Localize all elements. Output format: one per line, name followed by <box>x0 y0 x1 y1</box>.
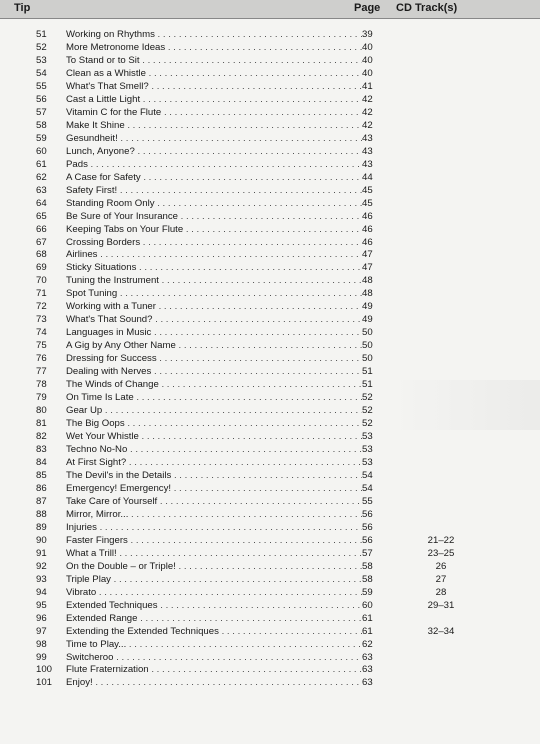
tip-number: 52 <box>36 41 47 53</box>
toc-row <box>0 237 540 250</box>
toc-row <box>0 664 540 677</box>
toc-row <box>0 340 540 353</box>
toc-row <box>0 626 540 639</box>
toc-row <box>0 29 540 42</box>
tip-number: 53 <box>36 54 47 66</box>
tip-number: 62 <box>36 171 47 183</box>
toc-row <box>0 379 540 392</box>
toc-row <box>0 301 540 314</box>
tip-title: Languages in Music . . . <box>66 327 362 340</box>
tip-title: Time to Play... . . . <box>66 639 362 652</box>
page-number: 53 <box>362 431 373 443</box>
tip-title: The Winds of Change . . . <box>66 379 362 392</box>
toc-row <box>0 405 540 418</box>
tip-number: 87 <box>36 495 47 507</box>
tip-title: What's That Sound? . . . <box>66 314 362 327</box>
tip-title: Emergency! Emergency! . . . <box>66 483 362 496</box>
page-number: 56 <box>362 521 373 533</box>
tip-title: Wet Your Whistle . . . <box>66 431 362 444</box>
toc-row <box>0 94 540 107</box>
tip-column-header: Tip <box>14 2 31 14</box>
page-number: 56 <box>362 534 373 546</box>
page-number: 43 <box>362 132 373 144</box>
tip-title: Keeping Tabs on Your Flute . . . <box>66 224 362 237</box>
tip-number: 84 <box>36 456 47 468</box>
tip-title: Extended Range . . . <box>66 613 362 626</box>
tip-number: 96 <box>36 612 47 624</box>
tip-number: 61 <box>36 158 47 170</box>
toc-row <box>0 677 540 690</box>
tip-title: Clean as a Whistle . . . <box>66 68 362 81</box>
toc-row <box>0 392 540 405</box>
page-number: 63 <box>362 677 373 689</box>
toc-row <box>0 639 540 652</box>
tip-number: 67 <box>36 236 47 248</box>
tip-title: The Big Oops . . . <box>66 418 362 431</box>
tip-title: More Metronome Ideas . . . <box>66 42 362 55</box>
toc-row <box>0 159 540 172</box>
tip-title: Airlines . . . <box>66 249 362 262</box>
toc-row <box>0 146 540 159</box>
toc-row <box>0 457 540 470</box>
toc-row <box>0 172 540 185</box>
page-number: 46 <box>362 236 373 248</box>
page-number: 53 <box>362 456 373 468</box>
cd-tracks: 21–22 <box>427 534 455 546</box>
tip-title: Vibrato . . . <box>66 587 362 600</box>
tip-number: 56 <box>36 93 47 105</box>
tip-title: Extended Techniques . . . <box>66 600 362 613</box>
tip-title: Dealing with Nerves . . . <box>66 366 362 379</box>
cd-tracks: 26 <box>435 560 447 572</box>
tip-number: 68 <box>36 249 47 261</box>
tip-number: 99 <box>36 651 47 663</box>
page-number: 52 <box>362 405 373 417</box>
tip-title: On the Double – or Triple! . . . <box>66 561 362 574</box>
table-header <box>0 0 540 19</box>
page-number: 63 <box>362 651 373 663</box>
tip-number: 92 <box>36 560 47 572</box>
tip-title: To Stand or to Sit . . . <box>66 55 362 68</box>
toc-row <box>0 574 540 587</box>
tip-title: Gesundheit! . . . <box>66 133 362 146</box>
page-number: 52 <box>362 392 373 404</box>
toc-list <box>0 29 540 690</box>
toc-row <box>0 120 540 133</box>
tip-title: Make It Shine . . . <box>66 120 362 133</box>
tip-number: 83 <box>36 444 47 455</box>
tip-number: 86 <box>36 482 47 494</box>
cd-tracks: 27 <box>435 573 447 585</box>
toc-row <box>0 522 540 535</box>
tip-title: Be Sure of Your Insurance . . . <box>66 211 362 224</box>
toc-row <box>0 483 540 496</box>
tip-number: 78 <box>36 379 47 391</box>
tip-number: 54 <box>36 67 47 79</box>
tip-title: Working with a Tuner . . . <box>66 301 362 314</box>
tip-title: Triple Play . . . <box>66 574 362 587</box>
page-number: 58 <box>362 560 373 572</box>
tip-number: 88 <box>36 508 47 520</box>
page-number: 45 <box>362 197 373 209</box>
tip-title: The Devil's in the Details . . . <box>66 470 362 483</box>
toc-row <box>0 262 540 275</box>
tip-number: 72 <box>36 301 47 313</box>
tip-number: 89 <box>36 521 47 533</box>
page-number: 40 <box>362 67 373 79</box>
page-number: 42 <box>362 119 373 131</box>
page-number: 53 <box>362 444 373 455</box>
tip-number: 63 <box>36 184 47 196</box>
tip-title: Sticky Situations . . . <box>66 262 362 275</box>
page-number: 50 <box>362 340 373 352</box>
page-number: 40 <box>362 54 373 66</box>
toc-row <box>0 535 540 548</box>
tip-title: Crossing Borders . . . <box>66 237 362 250</box>
page-number: 48 <box>362 275 373 287</box>
tip-number: 93 <box>36 573 47 585</box>
page-number: 41 <box>362 80 373 92</box>
page-number: 43 <box>362 158 373 170</box>
cd-tracks: 23–25 <box>427 547 455 559</box>
page-number: 49 <box>362 314 373 326</box>
cd-tracks: 32–34 <box>427 625 455 637</box>
toc-row <box>0 42 540 55</box>
tip-number: 66 <box>36 223 47 235</box>
page-number: 51 <box>362 366 373 378</box>
toc-row <box>0 275 540 288</box>
tip-title: At First Sight? . . . <box>66 457 362 470</box>
tip-title: Lunch, Anyone? . . . <box>66 146 362 159</box>
tip-title: Safety First! . . . <box>66 185 362 198</box>
page-number: 42 <box>362 93 373 105</box>
tip-title: Mirror, Mirror... . . . <box>66 509 362 522</box>
tip-number: 80 <box>36 405 47 417</box>
tip-number: 73 <box>36 314 47 326</box>
tip-title: Enjoy! . . . <box>66 677 362 690</box>
toc-row <box>0 470 540 483</box>
tip-number: 91 <box>36 547 47 559</box>
page-number: 49 <box>362 301 373 313</box>
toc-row <box>0 587 540 600</box>
tip-number: 51 <box>36 29 47 40</box>
page-number: 39 <box>362 29 373 40</box>
tip-title: Working on Rhythms . . . <box>66 29 362 42</box>
toc-row <box>0 198 540 211</box>
tip-number: 59 <box>36 132 47 144</box>
page-number: 62 <box>362 638 373 650</box>
cd-tracks-column-header: CD Track(s) <box>396 2 458 14</box>
cd-tracks: 28 <box>435 586 447 598</box>
toc-row <box>0 81 540 94</box>
tip-number: 65 <box>36 210 47 222</box>
tip-number: 70 <box>36 275 47 287</box>
tip-title: What's That Smell? . . . <box>66 81 362 94</box>
page-number: 56 <box>362 508 373 520</box>
page-number: 47 <box>362 262 373 274</box>
tip-number: 95 <box>36 599 47 611</box>
tip-number: 82 <box>36 431 47 443</box>
toc-row <box>0 444 540 457</box>
tip-title: Dressing for Success . . . <box>66 353 362 366</box>
toc-row <box>0 68 540 81</box>
tip-number: 75 <box>36 340 47 352</box>
cd-tracks: 29–31 <box>427 599 455 611</box>
tip-number: 64 <box>36 197 47 209</box>
toc-row <box>0 431 540 444</box>
toc-row <box>0 107 540 120</box>
tip-number: 81 <box>36 418 47 430</box>
page-number: 59 <box>362 586 373 598</box>
tip-number: 101 <box>36 677 53 689</box>
tip-title: Switcheroo . . . <box>66 652 362 665</box>
tip-title: Spot Tuning . . . <box>66 288 362 301</box>
tip-title: Flute Fraternization . . . <box>66 664 362 677</box>
tip-title: What a Trill! . . . <box>66 548 362 561</box>
tip-title: Cast a Little Light . . . <box>66 94 362 107</box>
toc-row <box>0 353 540 366</box>
tip-number: 85 <box>36 469 47 481</box>
tip-number: 100 <box>36 664 53 676</box>
tip-title: Take Care of Yourself . . . <box>66 496 362 509</box>
toc-row <box>0 561 540 574</box>
tip-number: 60 <box>36 145 47 157</box>
tip-number: 76 <box>36 353 47 365</box>
toc-row <box>0 327 540 340</box>
page-number: 61 <box>362 612 373 624</box>
page-number: 50 <box>362 327 373 339</box>
tip-number: 98 <box>36 638 47 650</box>
page-number: 60 <box>362 599 373 611</box>
toc-row <box>0 288 540 301</box>
toc-row <box>0 133 540 146</box>
page-number: 47 <box>362 249 373 261</box>
toc-row <box>0 652 540 665</box>
page-number: 54 <box>362 469 373 481</box>
toc-row <box>0 314 540 327</box>
toc-row <box>0 55 540 68</box>
tip-title: Vitamin C for the Flute . . . <box>66 107 362 120</box>
toc-row <box>0 211 540 224</box>
tip-number: 94 <box>36 586 47 598</box>
toc-row <box>0 366 540 379</box>
toc-row <box>0 249 540 262</box>
page-number: 44 <box>362 171 373 183</box>
page-number: 51 <box>362 379 373 391</box>
tip-title: Gear Up . . . <box>66 405 362 418</box>
tip-title: Faster Fingers . . . <box>66 535 362 548</box>
toc-row <box>0 509 540 522</box>
toc-row <box>0 600 540 613</box>
toc-row <box>0 224 540 237</box>
page-number: 61 <box>362 625 373 637</box>
page-number: 57 <box>362 547 373 559</box>
page-number: 43 <box>362 145 373 157</box>
page-number: 52 <box>362 418 373 430</box>
tip-title: A Case for Safety . . . <box>66 172 362 185</box>
page-number: 46 <box>362 210 373 222</box>
tip-number: 55 <box>36 80 47 92</box>
tip-number: 58 <box>36 119 47 131</box>
tip-number: 57 <box>36 106 47 118</box>
toc-row <box>0 418 540 431</box>
tip-title: Injuries . . . <box>66 522 362 535</box>
tip-title: Techno No-No . . . <box>66 444 362 457</box>
toc-row <box>0 496 540 509</box>
page-number: 58 <box>362 573 373 585</box>
tip-title: Tuning the Instrument . . . <box>66 275 362 288</box>
toc-row <box>0 548 540 561</box>
tip-title: Extending the Extended Techniques . . . <box>66 626 362 639</box>
tip-number: 90 <box>36 534 47 546</box>
page-column-header: Page <box>354 2 381 14</box>
tip-title: Pads . . . <box>66 159 362 172</box>
toc-row <box>0 613 540 626</box>
page-number: 54 <box>362 482 373 494</box>
tip-number: 69 <box>36 262 47 274</box>
page-number: 40 <box>362 41 373 53</box>
page-number: 50 <box>362 353 373 365</box>
tip-number: 79 <box>36 392 47 404</box>
tip-number: 74 <box>36 327 47 339</box>
tip-title: Standing Room Only . . . <box>66 198 362 211</box>
toc-row <box>0 185 540 198</box>
tip-title: A Gig by Any Other Name . . . <box>66 340 362 353</box>
page-number: 45 <box>362 184 373 196</box>
tip-number: 97 <box>36 625 47 637</box>
page-number: 63 <box>362 664 373 676</box>
tip-number: 71 <box>36 288 47 300</box>
page-number: 46 <box>362 223 373 235</box>
page-number: 48 <box>362 288 373 300</box>
tip-number: 77 <box>36 366 47 378</box>
page-number: 42 <box>362 106 373 118</box>
tip-title: On Time Is Late . . . <box>66 392 362 405</box>
page-number: 55 <box>362 495 373 507</box>
